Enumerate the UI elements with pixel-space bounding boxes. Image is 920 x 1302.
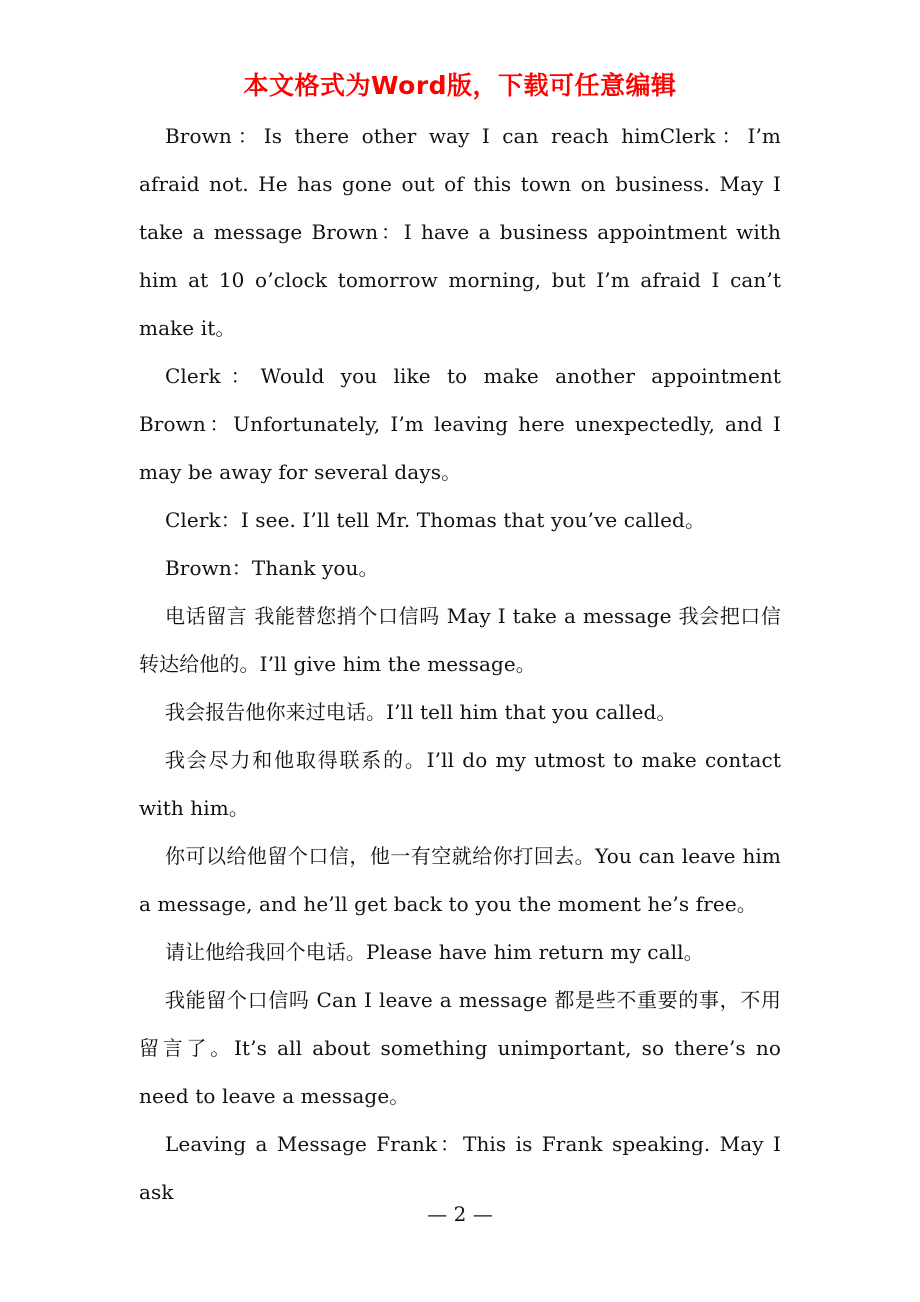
paragraph-phone-message: 电话留言 我能替您捎个口信吗 May I take a message 我会把口信转达给他的。I’ll give him the message。 [139, 604, 781, 676]
document-body [139, 112, 781, 1216]
document-banner: 本文格式为Word版，下载可任意编辑 [243, 71, 677, 100]
page-number: — 2 — [427, 1202, 493, 1226]
paragraph-utmost: 我会尽力和他取得联系的。I’ll do my utmost to make contact with him。 [139, 748, 781, 820]
paragraph-clerk-appointment: Clerk：Would you like to make another appointment Brown：Unfortunately, I’m leaving here unexpectedly, and I may be away for several days。 [139, 364, 781, 484]
paragraph-can-i-leave: 我能留个口信吗 Can I leave a message 都是些不重要的事，不用留言了。It’s all about something unimportant, so there’s no need to leave a message。 [139, 988, 781, 1108]
paragraph-tell-called: 我会报告他你来过电话。I’ll tell him that you called。 [165, 700, 677, 724]
paragraph-leaving-a-message: Leaving a Message Frank：This is Frank speaking. May I ask [139, 1132, 781, 1204]
paragraph-clerk-see: Clerk：I see. I’ll tell Mr. Thomas that you’ve called。 [165, 508, 706, 532]
paragraph-brown-reach: Brown：Is there other way I can reach himClerk：I’m afraid not. He has gone out of this town on business. May I take a message Brown：I have a business appointment with him at 10 o’clock tomorrow morning, but I’m afraid I can’t make it。 [139, 124, 781, 340]
paragraph-brown-thanks: Brown：Thank you。 [165, 556, 379, 580]
paragraph-return-call: 请让他给我回个电话。Please have him return my call。 [165, 940, 704, 964]
paragraph-leave-message: 你可以给他留个口信，他一有空就给你打回去。You can leave him a message, and he’ll get back to you the moment he’s free。 [139, 844, 781, 916]
